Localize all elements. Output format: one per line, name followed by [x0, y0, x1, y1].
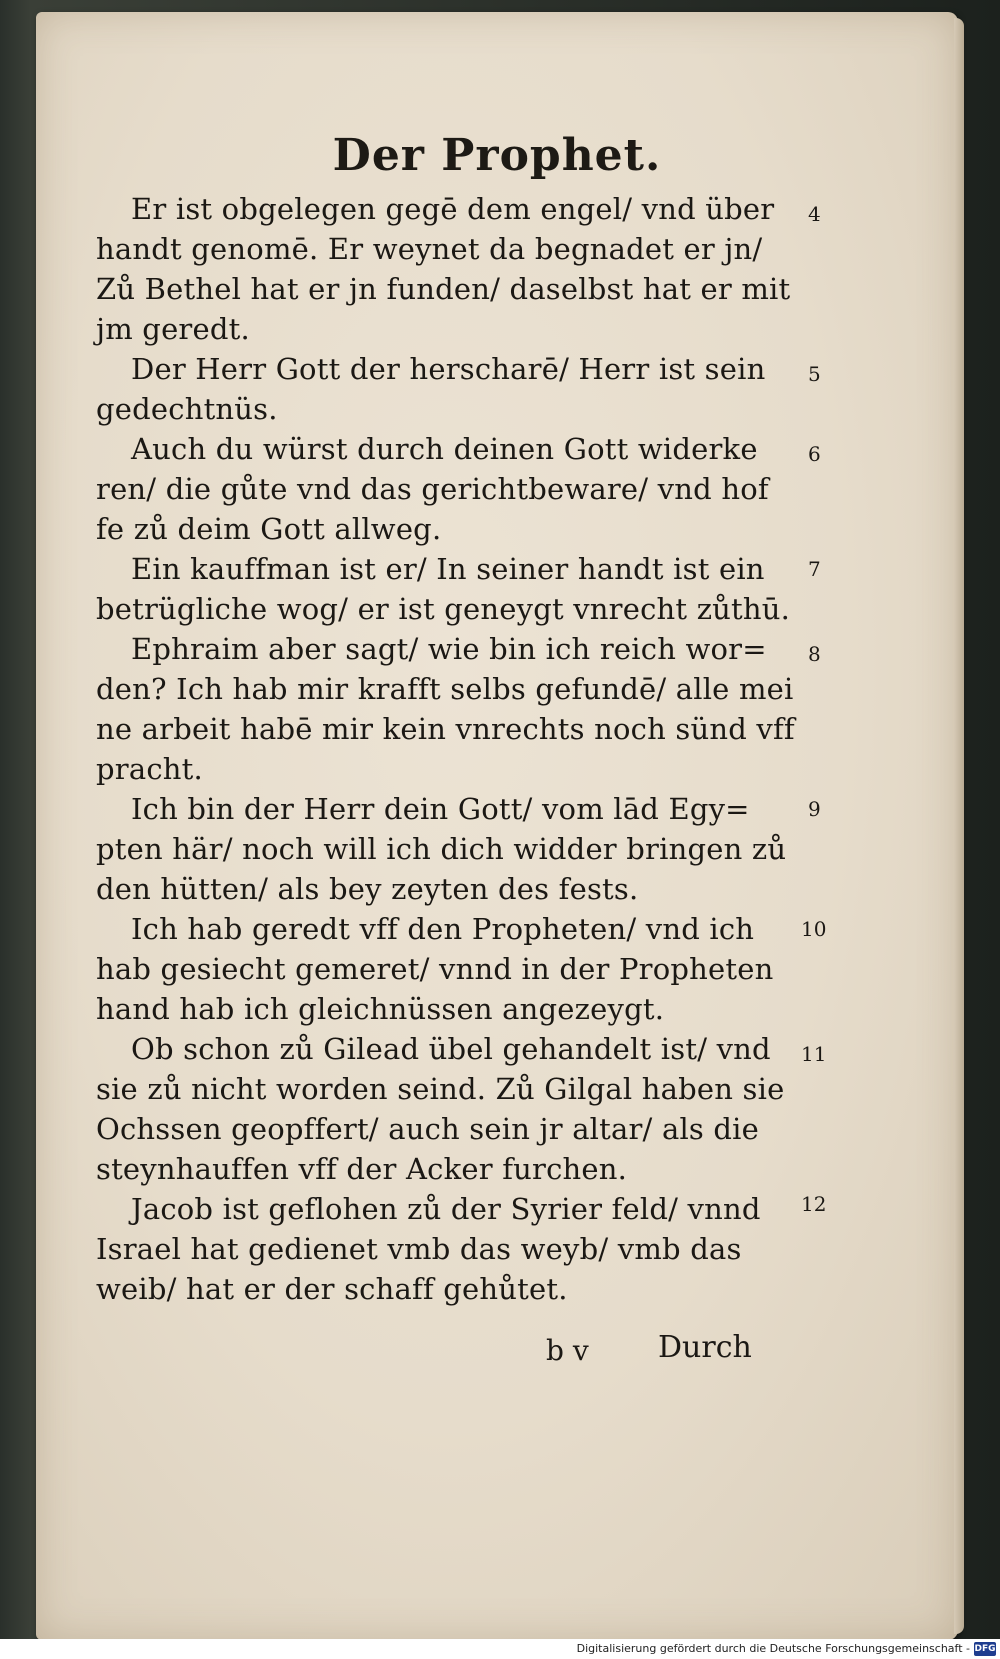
text-line: pracht.	[96, 752, 203, 786]
text-line: fe zů deim Gott allweg.	[96, 512, 442, 546]
text-line: Jacob ist geflohen zů der Syrier feld/ vnnd	[131, 1192, 761, 1226]
text-line: gedechtnüs.	[96, 392, 278, 426]
text-line: Ein kauffman ist er/ In seiner handt ist ein	[131, 552, 765, 586]
text-line: steynhauffen vff der Acker furchen.	[96, 1152, 628, 1186]
text-line: Ich hab geredt vff den Propheten/ vnd ich	[131, 912, 755, 946]
verse-number: 9	[808, 797, 821, 821]
text-line: Ich bin der Herr dein Gott/ vom lād Egy=	[131, 792, 750, 826]
text-line: sie zů nicht worden seind. Zů Gilgal haben sie	[96, 1072, 785, 1106]
book-page	[36, 12, 958, 1640]
text-line: den? Ich hab mir krafft selbs gefundē/ alle mei	[96, 672, 794, 706]
dfg-logo-icon: DFG	[974, 1644, 996, 1654]
text-line: betrügliche wog/ er ist geneygt vnrecht zůthū.	[96, 592, 791, 626]
text-line: Zů Bethel hat er jn funden/ daselbst hat er mit	[96, 272, 791, 306]
verse-number: 11	[801, 1042, 827, 1066]
signature-mark: b v	[546, 1334, 589, 1367]
text-line: hab gesiecht gemeret/ vnnd in der Propheten	[96, 952, 774, 986]
text-line: Der Herr Gott der herscharē/ Herr ist sein	[131, 352, 766, 386]
verse-number: 5	[808, 362, 821, 386]
text-line: Israel hat gedienet vmb das weyb/ vmb das	[96, 1232, 742, 1266]
text-line: handt genomē. Er weynet da begnadet er jn/	[96, 232, 763, 266]
text-line: Er ist obgelegen gegē dem engel/ vnd über	[131, 192, 775, 226]
text-line: Auch du würst durch deinen Gott widerke	[131, 432, 758, 466]
text-line: Ochssen geopffert/ auch sein jr altar/ als die	[96, 1112, 760, 1146]
verse-number: 6	[808, 442, 821, 466]
text-line: ne arbeit habē mir kein vnrechts noch sünd vff	[96, 712, 795, 746]
text-line: weib/ hat er der schaff gehůtet.	[96, 1272, 568, 1306]
verse-number: 8	[808, 642, 821, 666]
text-line: ren/ die gůte vnd das gerichtbeware/ vnd hof	[96, 472, 769, 506]
text-line: Ephraim aber sagt/ wie bin ich reich wor=	[131, 632, 767, 666]
text-line: pten här/ noch will ich dich widder bringen zů	[96, 832, 787, 866]
verse-number: 7	[808, 557, 821, 581]
text-line: den hütten/ als bey zeyten des fests.	[96, 872, 639, 906]
verse-number: 4	[808, 202, 821, 226]
text-line: jm geredt.	[96, 312, 250, 346]
footer-text: Digitalisierung gefördert durch die Deutsche Forschungsgemeinschaft -	[576, 1642, 970, 1655]
page-edge	[954, 18, 964, 1634]
catchword: Durch	[658, 1330, 752, 1365]
text-line: Ob schon zů Gilead übel gehandelt ist/ vnd	[131, 1032, 771, 1066]
verse-number: 12	[801, 1192, 827, 1216]
text-line: hand hab ich gleichnüssen angezeygt.	[96, 992, 665, 1026]
footer-bar	[0, 1639, 1000, 1659]
page-header: Der Prophet.	[332, 130, 662, 181]
verse-number: 10	[801, 917, 827, 941]
